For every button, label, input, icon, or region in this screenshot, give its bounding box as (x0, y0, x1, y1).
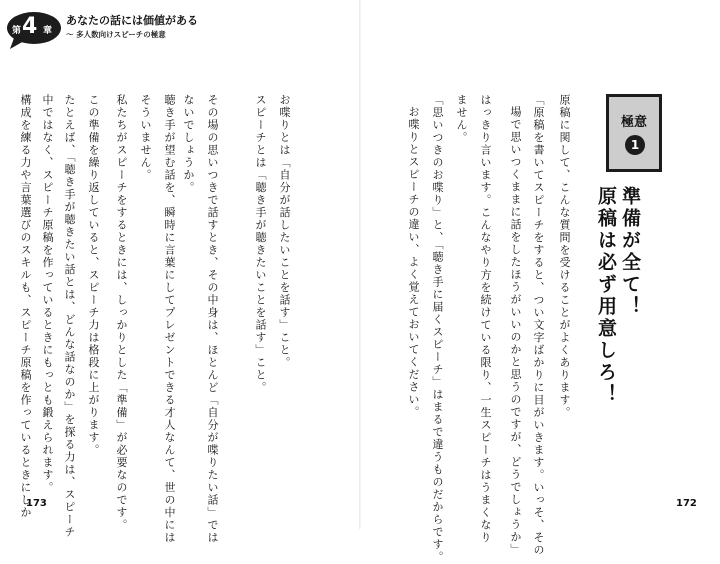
body-line: この準備を繰り返していると、スピーチ力は格段に上がります。 (87, 94, 100, 457)
body-line: 中ではなく、スピーチ原稿を作っているときにもっとも鍛えられます。 (41, 94, 54, 494)
body-line: 場で思いつくままに話をしたほうがいいのかと思うのですが、どうでしょうか」 (509, 106, 522, 556)
chapter-badge (6, 10, 62, 50)
body-line: 「思いつきのお喋り」と、「聴き手に届くスピーチ」はまるで違うものだからです。 (431, 94, 444, 564)
kyokui-number: 1 (625, 135, 645, 155)
page-gutter (359, 0, 361, 529)
body-line: お喋りとは「自分が話したいことを話す」こと。 (278, 94, 291, 369)
body-line: その場の思いつきで話すとき、その中身は、ほとんど「自分が喋りたい話」では (206, 94, 219, 544)
body-line: スピーチとは「聴き手が聴きたいことを話す」こと。 (254, 94, 267, 394)
kyokui-label: 極意 (620, 115, 647, 130)
body-line: 私たちがスピーチをするときには、しっかりとした「準備」が必要なのです。 (115, 94, 128, 532)
page-number-left: 173 (26, 498, 47, 509)
headline-line-1: 準備が全て！ (619, 186, 641, 318)
chapter-number: 4 (22, 14, 38, 39)
body-line: はっきり言います。こんなやり方を続けている限り、一生スピーチはうまくなり (479, 94, 492, 544)
kyokui-box (606, 94, 662, 172)
body-line: ないでしょうか。 (182, 94, 195, 194)
chapter-title: あなたの話には価値がある (66, 14, 198, 27)
body-line: たとえば、「聴き手が聴きたい話とは、どんな話なのか」を探る力は、スピーチ (63, 94, 76, 539)
body-line: そういません。 (139, 94, 152, 182)
body-line: ません。 (455, 94, 468, 144)
chapter-suffix: 章 (43, 26, 53, 36)
headline-line-2: 原稿は必ず用意しろ！ (595, 186, 617, 406)
body-line: 構成を練る力や言葉選びのスキルも、スピーチ原稿を作っているときにしか (19, 94, 32, 519)
chapter-prefix: 第 (12, 26, 22, 36)
page-number-right: 172 (676, 498, 697, 509)
body-line: 聴き手が望む話を、瞬時に言葉にしてプレゼントできる才人なんて、世の中には (163, 94, 176, 544)
body-line: お喋りとスピーチの違い、よく覚えておいてください。 (407, 106, 420, 419)
body-line: 原稿に関して、こんな質問を受けることがよくあります。 (558, 94, 571, 419)
body-line: 「原稿を書いてスピーチをすると、つい文字ばかりに目がいきます。いっそ、その (532, 94, 545, 557)
chapter-subtitle: 〜 多人数向けスピーチの極意 (66, 30, 166, 39)
